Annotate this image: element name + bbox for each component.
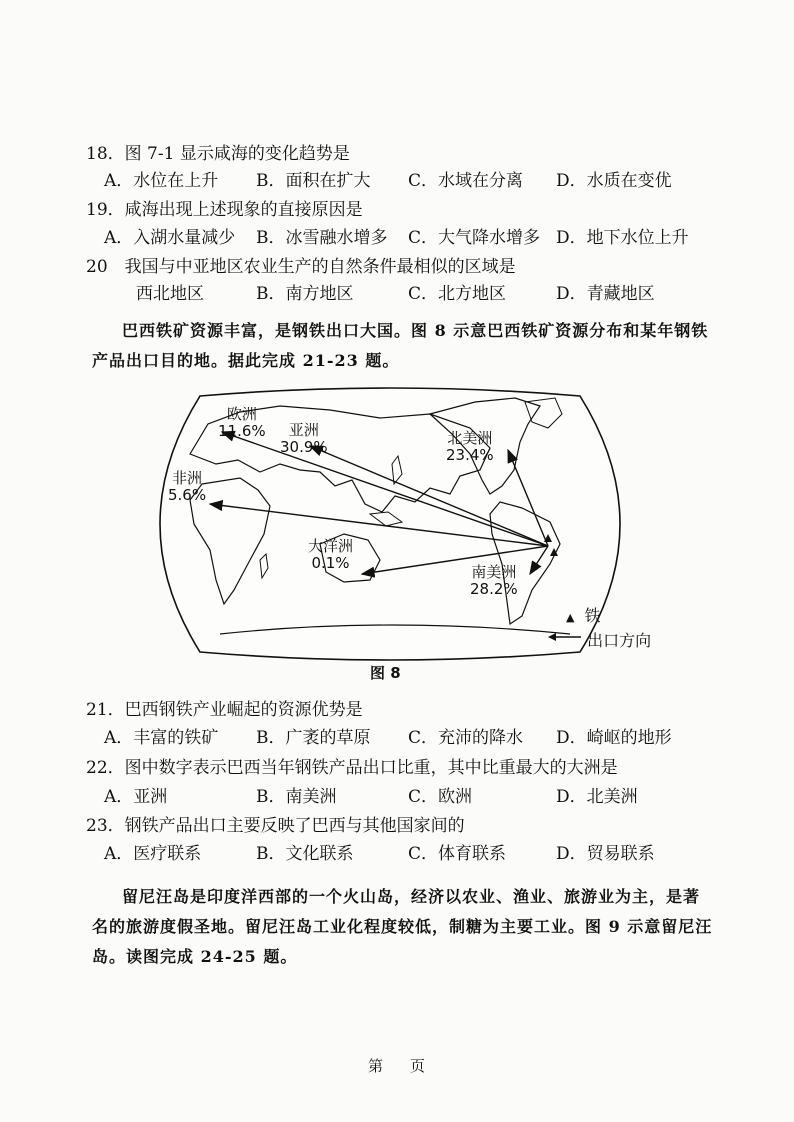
question-18-stem: 18．图 7-1 显示咸海的变化趋势是 [86,144,350,164]
legend-iron [566,603,600,626]
brazil-intro-paragraph [92,316,732,376]
question-23-stem: 23．钢铁产品出口主要反映了巴西与其他国家间的 [86,816,465,836]
label-oceania: 大洋洲 0.1% [308,537,354,572]
q18-option-a: A．水位在上升 [104,171,219,191]
q21-option-c: C．充沛的降水 [408,728,524,748]
label-north-america: 北美洲 23.4% [446,429,494,464]
reunion-intro-line3: 岛。读图完成 24-25 题。 [92,947,298,966]
legend-iron-label: 铁 [584,606,601,625]
reunion-intro-line1: 留尼汪岛是印度洋西部的一个火山岛，经济以农业、渔业、旅游业为主，是著 [122,887,701,906]
question-22-stem: 22．图中数字表示巴西当年钢铁产品出口比重，其中比重最大的大洲是 [86,758,618,778]
question-20-stem: 20 我国与中亚地区农业生产的自然条件最相似的区域是 [86,257,516,277]
q19-option-b: B．冰雪融水增多 [256,228,388,248]
q18-option-c: C．水域在分离 [408,171,524,191]
footer-page-prefix: 第 [368,1057,384,1075]
q20-option-b: B．南方地区 [256,284,354,304]
question-19-stem: 19．咸海出现上述现象的直接原因是 [86,200,363,220]
label-south-america: 南美洲 28.2% [470,563,518,598]
q23-option-b: B．文化联系 [256,844,354,864]
q23-option-a: A．医疗联系 [104,844,202,864]
q20-option-d: D．青藏地区 [556,284,655,304]
q22-option-d: D．北美洲 [556,787,638,807]
left-arrow-icon [548,627,582,646]
q19-option-a: A．入湖水量减少 [104,228,236,248]
footer-page-suffix: 页 [410,1057,426,1075]
question-21-stem: 21．巴西钢铁产业崛起的资源优势是 [86,700,363,720]
q18-option-d: D．水质在变优 [556,171,672,191]
q22-option-a: A．亚洲 [104,787,168,807]
label-africa: 非洲 5.6% [168,469,207,504]
q19-option-d: D．地下水位上升 [556,228,689,248]
q22-option-c: C．欧洲 [408,787,473,807]
reunion-intro-paragraph [92,882,732,972]
iron-triangle-icon: ▲ [566,611,575,624]
label-europe: 欧洲 11.6% [218,405,266,440]
q19-option-c: C．大气降水增多 [408,228,541,248]
q20-option-c: C．北方地区 [408,284,507,304]
q22-option-b: B．南美洲 [256,787,337,807]
q23-option-c: C．体育联系 [408,844,507,864]
label-asia: 亚洲 30.9% [280,421,328,456]
q20-option-a: 西北地区 [136,284,204,304]
legend-export [548,628,651,651]
figure-8-caption: 图 8 [370,664,401,682]
q21-option-a: A．丰富的铁矿 [104,728,219,748]
q18-option-b: B．面积在扩大 [256,171,371,191]
q23-option-d: D．贸易联系 [556,844,655,864]
reunion-intro-line2: 名的旅游度假圣地。留尼汪岛工业化程度较低，制糖为主要工业。图 9 示意留尼汪 [92,917,713,936]
brazil-intro-line2: 产品出口目的地。据此完成 21-23 题。 [92,351,400,370]
q21-option-b: B．广袤的草原 [256,728,371,748]
q21-option-d: D．崎岖的地形 [556,728,672,748]
legend-export-label: 出口方向 [587,631,652,650]
brazil-intro-line1: 巴西铁矿资源丰富，是钢铁出口大国。图 8 示意巴西铁矿资源分布和某年钢铁 [122,321,709,340]
